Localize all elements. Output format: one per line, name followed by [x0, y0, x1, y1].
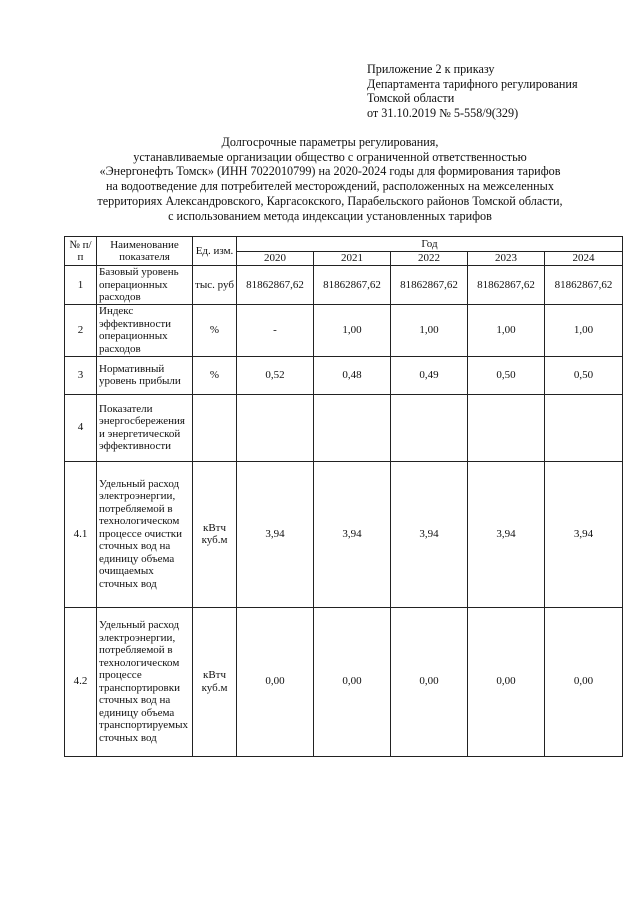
title-line-2: устанавливаемые организации общество с ограниченной ответственностью	[133, 149, 527, 164]
table-row	[65, 266, 623, 305]
row-value: 0,50	[545, 356, 623, 394]
appendix-line-1: Приложение 2 к приказу	[367, 62, 495, 76]
title-line-3: «Энергонефть Томск» (ИНН 7022010799) на 2020-2024 годы для формирования тарифов	[99, 164, 561, 179]
row-unit: %	[193, 304, 237, 356]
row-num: 1	[65, 266, 97, 305]
row-value: 81862867,62	[314, 266, 391, 305]
header-year-2023: 2023	[468, 252, 545, 266]
header-year: Год	[237, 237, 623, 252]
title-line-6: с использованием метода индексации установленных тарифов	[168, 208, 492, 223]
row-value: 1,00	[391, 304, 468, 356]
table-row	[65, 394, 623, 461]
row-value	[545, 394, 623, 461]
row-num: 4	[65, 394, 97, 461]
row-num: 4.1	[65, 461, 97, 607]
appendix-header	[367, 62, 617, 120]
row-unit: %	[193, 356, 237, 394]
row-unit: кВтч куб.м	[193, 461, 237, 607]
row-value: 81862867,62	[468, 266, 545, 305]
title-line-4: на водоотведение для потребителей месторождений, расположенных на межселенных	[106, 179, 554, 194]
row-value	[468, 394, 545, 461]
row-value	[237, 394, 314, 461]
row-unit: кВтч куб.м	[193, 607, 237, 756]
appendix-line-4: от 31.10.2019 № 5-558/9(329)	[367, 105, 519, 120]
header-name: Наименование показателя	[97, 237, 193, 266]
row-value: 3,94	[391, 461, 468, 607]
header-unit: Ед. изм.	[193, 237, 237, 266]
row-value: 0,00	[391, 607, 468, 756]
header-row	[65, 237, 623, 252]
row-unit: тыс. руб	[193, 266, 237, 305]
row-value: 1,00	[468, 304, 545, 356]
row-value: 81862867,62	[237, 266, 314, 305]
row-value	[314, 394, 391, 461]
row-value: 0,00	[545, 607, 623, 756]
row-value: 0,52	[237, 356, 314, 394]
parameters-table	[64, 236, 623, 757]
row-value: 81862867,62	[391, 266, 468, 305]
row-value: 3,94	[545, 461, 623, 607]
header-num: № п/п	[65, 237, 97, 266]
row-name: Базовый уровень операционных расходов	[97, 266, 193, 305]
table-row	[65, 356, 623, 394]
row-value: 1,00	[314, 304, 391, 356]
document-title	[60, 135, 600, 223]
row-value: 0,48	[314, 356, 391, 394]
table-row	[65, 607, 623, 756]
row-value: 3,94	[468, 461, 545, 607]
appendix-line-3: Томской области	[367, 91, 455, 106]
row-value: 0,00	[314, 607, 391, 756]
row-name: Показатели энергосбережения и энергетической эффективности	[97, 394, 193, 461]
header-year-2024: 2024	[545, 252, 623, 266]
row-value: 81862867,62	[545, 266, 623, 305]
row-unit	[193, 394, 237, 461]
header-year-2020: 2020	[237, 252, 314, 266]
header-year-2022: 2022	[391, 252, 468, 266]
title-line-5: территориях Александровского, Каргасокского, Парабельского районов Томской области,	[97, 193, 563, 208]
row-value: 3,94	[237, 461, 314, 607]
row-value: 0,50	[468, 356, 545, 394]
row-value: 0,49	[391, 356, 468, 394]
appendix-line-2: Департамента тарифного регулирования	[367, 76, 578, 91]
row-value: 0,00	[237, 607, 314, 756]
row-value: 1,00	[545, 304, 623, 356]
header-year-2021: 2021	[314, 252, 391, 266]
row-name: Индекс эффективности операционных расходов	[97, 304, 193, 356]
row-name: Удельный расход электроэнергии, потребляемой в технологическом процессе транспортировки сточных вод на единицу объема транспортируемых сточных вод	[97, 607, 193, 756]
row-num: 2	[65, 304, 97, 356]
title-line-1: Долгосрочные параметры регулирования,	[221, 135, 439, 149]
row-name: Нормативный уровень прибыли	[97, 356, 193, 394]
table-row	[65, 461, 623, 607]
table-row	[65, 304, 623, 356]
row-value: 0,00	[468, 607, 545, 756]
row-value: 3,94	[314, 461, 391, 607]
row-value: -	[237, 304, 314, 356]
row-value	[391, 394, 468, 461]
row-name: Удельный расход электроэнергии, потребляемой в технологическом процессе очистки сточных вод на единицу объема очищаемых сточных вод	[97, 461, 193, 607]
row-num: 4.2	[65, 607, 97, 756]
row-num: 3	[65, 356, 97, 394]
